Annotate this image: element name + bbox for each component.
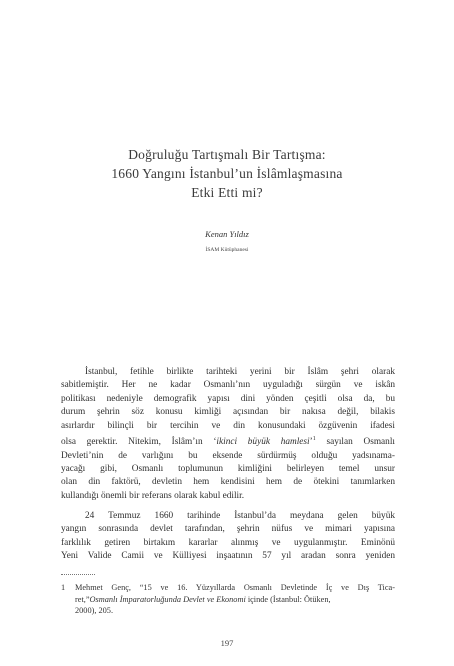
paragraph-1-line: asırlardır bilinçli bir tercihin ve din konusundaki özgüvenin ifadesi <box>61 420 395 431</box>
paragraph-1-line: Devleti’nin de varlığını bu eksende sürdürmüş olduğu yadsınama- <box>61 450 395 461</box>
paragraph-1-line <box>61 433 395 450</box>
paragraph-2-line: farklılık getiren birtakım kararlar alınmış ve uygulanmıştır. Eminönü <box>61 537 395 548</box>
title-line-3: Etki Etti mi? <box>191 185 263 200</box>
page-number: 197 <box>220 638 234 648</box>
paragraph-1-line: İstanbul, fetihle birlikte tarihteki yerini bir İslâm şehri olarak <box>85 367 395 377</box>
paragraph-1 <box>61 366 395 503</box>
footnote-number: 1 <box>61 583 66 592</box>
line-text: içinde (İstanbul: Ötüken, <box>245 594 331 604</box>
author-affiliation: İSAM Kütüphanesi <box>205 247 249 253</box>
paragraph-1-line: kullandığı önemli bir referans olarak kabul edilir. <box>61 490 245 501</box>
footnote-text <box>75 582 395 617</box>
line-text: ret,” <box>75 594 90 604</box>
footnote-line: Mehmet Genç, “15 ve 16. Yüzyıllarda Osmanlı Devletinde İç ve Dış Tica- <box>75 583 395 592</box>
author-name: Kenan Yıldız <box>205 229 249 239</box>
paragraph-1-line: olan din faktörü, devletin hem kendisini hem de ötekini tanımlarken <box>61 477 395 488</box>
paragraph-2-line: Yeni Valide Camii ve Külliyesi inşaatının 57 yıl aradan sonra yeniden <box>61 551 395 562</box>
paragraph-1-line: durum şehrin söz konusu kimliği açısından bir nakısa değil, bilakis <box>61 407 395 418</box>
footnote-line: 2000), 205. <box>75 606 114 615</box>
footnote-line <box>75 594 395 606</box>
paragraph-1-line: sabitlemiştir. Her ne kadar Osmanlı’nın uyguladığı sürgün ve iskân <box>61 380 395 391</box>
line-text: ’ <box>309 437 313 448</box>
paragraph-2-line: yangın sonrasında devlet tarafından, şehrin nüfus ve mimari yapısına <box>61 524 395 535</box>
footnote-divider <box>61 574 95 575</box>
title-line-1: Doğruluğu Tartışmalı Bir Tartışma: <box>128 147 326 162</box>
article-title <box>0 145 454 202</box>
line-text: olsa gerektir. Nitekim, İslâm’ın ‘ <box>61 437 217 448</box>
paragraph-1-line: yacağı gibi, Osmanlı toplumunun kimliğini belirleyen temel unsur <box>61 463 395 474</box>
footnote-ref[interactable]: 1 <box>312 436 316 443</box>
title-line-2: 1660 Yangını İstanbul’un İslâmlaşmasına <box>111 166 343 181</box>
italic-phrase: ikinci büyük hamlesi <box>216 437 310 448</box>
paragraph-2-line: 24 Temmuz 1660 tarihinde İstanbul’da meydana gelen büyük <box>85 511 395 521</box>
line-text: sayılan Osmanlı <box>315 437 395 448</box>
italic-book-title: Osmanlı İmparatorluğunda Devlet ve Ekonomi <box>89 594 246 604</box>
footnote <box>61 582 395 617</box>
paragraph-1-line: politikası nedeniyle demografik yapısı dini yönden çeşitli olsa da, bu <box>61 393 395 404</box>
paragraph-2 <box>61 510 395 564</box>
